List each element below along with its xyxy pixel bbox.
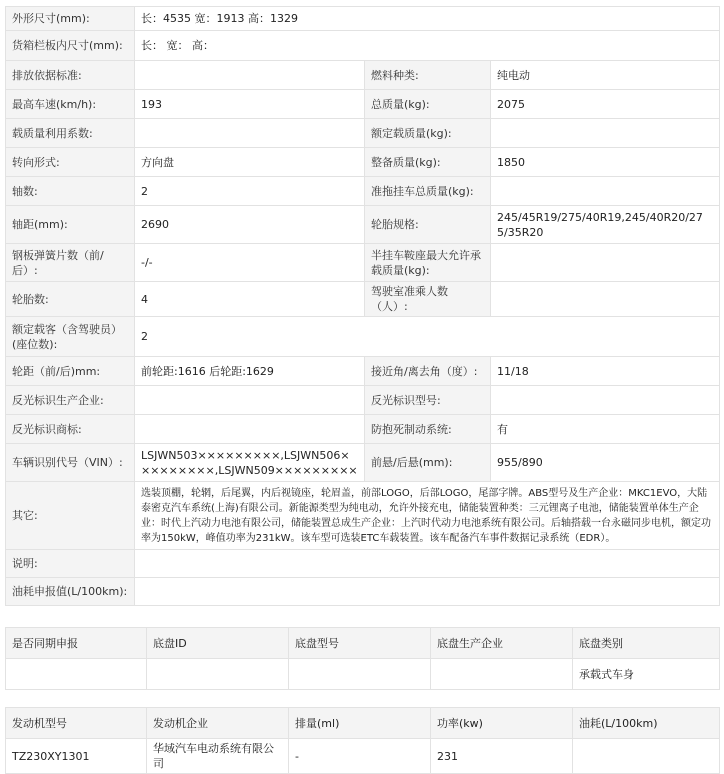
tire-count-label: 轮胎数: — [6, 282, 135, 317]
engine-header: 功率(kw) — [431, 708, 573, 739]
chassis-cell — [431, 659, 573, 690]
table-row — [6, 61, 720, 90]
wheelbase-label: 轴距(mm): — [6, 206, 135, 244]
other-label: 其它: — [6, 482, 135, 550]
cargo-label: 货箱栏板内尺寸(mm): — [6, 31, 135, 61]
cab-value — [491, 282, 720, 317]
passengers-label: 额定载客（含驾驶员）(座位数): — [6, 317, 135, 357]
speed-value: 193 — [135, 90, 365, 119]
table-row — [6, 415, 720, 444]
engine-table — [5, 707, 720, 774]
table-row — [6, 386, 720, 415]
wheelbase-value: 2690 — [135, 206, 365, 244]
chassis-table — [5, 627, 720, 690]
angle-value: 11/18 — [491, 357, 720, 386]
trailer-value — [491, 177, 720, 206]
table-header-row — [6, 708, 720, 739]
chassis-header: 底盘型号 — [289, 628, 431, 659]
abs-value: 有 — [491, 415, 720, 444]
tire-count-value: 4 — [135, 282, 365, 317]
trailer-label: 准拖挂车总质量(kg): — [365, 177, 491, 206]
engine-cell: 231 — [431, 739, 573, 774]
spring-label: 钢板弹簧片数（前/后）: — [6, 244, 135, 282]
vin-value: LSJWN503×××××××××,LSJWN506×××××××××,LSJWN509××××××××× — [135, 444, 365, 482]
cargo-value: 长： 宽： 高： — [135, 31, 720, 61]
table-row — [6, 659, 720, 690]
fuel-consumption-label: 油耗申报值(L/100km): — [6, 578, 135, 606]
engine-header: 发动机型号 — [6, 708, 147, 739]
reflect-maker-label: 反光标识生产企业: — [6, 386, 135, 415]
reflect-brand-label: 反光标识商标: — [6, 415, 135, 444]
table-row — [6, 119, 720, 148]
passengers-value: 2 — [135, 317, 720, 357]
tire-label: 轮胎规格: — [365, 206, 491, 244]
table-row — [6, 177, 720, 206]
cab-label: 驾驶室准乘人数（人）: — [365, 282, 491, 317]
engine-cell: 华域汽车电动系统有限公司 — [147, 739, 289, 774]
engine-cell — [573, 739, 720, 774]
abs-label: 防抱死制动系统: — [365, 415, 491, 444]
table-row — [6, 444, 720, 482]
other-value: 选装顶棚，轮辋，后尾翼，内后视镜座，轮眉盖，前部LOGO，后部LOGO，尾部字牌。ABS型号及生产企业：MKC1EVO，大陆泰密克汽车系统(上海)有限公司。新能源类型为纯电动，允许外接充电，储能装置种类：三元锂离子电池，储能装置单体生产企业：时代上汽动力电池有限公司，储能装置总成生产企业：上汽时代动力电池系统有限公司。后轴搭载一台永磁同步电机，额定功率为150kW，峰值功率为231kW。该车型可选装ETC车载装置。该车配备汽车事件数据记录系统（EDR）。 — [135, 482, 720, 550]
spring-value: -/- — [135, 244, 365, 282]
load-coef-label: 载质量利用系数: — [6, 119, 135, 148]
notes-label: 说明: — [6, 550, 135, 578]
overhang-value: 955/890 — [491, 444, 720, 482]
track-value: 前轮距:1616 后轮距:1629 — [135, 357, 365, 386]
table-row — [6, 357, 720, 386]
fuel-consumption-value — [135, 578, 720, 606]
angle-label: 接近角/离去角（度）: — [365, 357, 491, 386]
dims-value: 长：4535 宽：1913 高：1329 — [135, 7, 720, 31]
load-coef-value — [135, 119, 365, 148]
engine-cell: TZ230XY1301 — [6, 739, 147, 774]
table-row — [6, 7, 720, 31]
total-mass-label: 总质量(kg): — [365, 90, 491, 119]
track-label: 轮距（前/后)mm: — [6, 357, 135, 386]
vehicle-params-table — [5, 6, 720, 606]
chassis-cell: 承载式车身 — [573, 659, 720, 690]
table-row — [6, 282, 720, 317]
engine-cell: - — [289, 739, 431, 774]
speed-label: 最高车速(km/h): — [6, 90, 135, 119]
saddle-value — [491, 244, 720, 282]
table-row — [6, 148, 720, 177]
reflect-maker-value — [135, 386, 365, 415]
reflect-model-label: 反光标识型号: — [365, 386, 491, 415]
table-row — [6, 317, 720, 357]
chassis-header: 是否同期申报 — [6, 628, 147, 659]
engine-header: 排量(ml) — [289, 708, 431, 739]
engine-header: 发动机企业 — [147, 708, 289, 739]
chassis-cell — [147, 659, 289, 690]
total-mass-value: 2075 — [491, 90, 720, 119]
table-row — [6, 90, 720, 119]
table-header-row — [6, 628, 720, 659]
chassis-cell — [289, 659, 431, 690]
chassis-header: 底盘生产企业 — [431, 628, 573, 659]
table-row — [6, 550, 720, 578]
chassis-header: 底盘类别 — [573, 628, 720, 659]
steering-value: 方向盘 — [135, 148, 365, 177]
table-row — [6, 578, 720, 606]
reflect-brand-value — [135, 415, 365, 444]
vin-label: 车辆识别代号（VIN）: — [6, 444, 135, 482]
notes-value — [135, 550, 720, 578]
chassis-cell — [6, 659, 147, 690]
curb-label: 整备质量(kg): — [365, 148, 491, 177]
emission-label: 排放依据标准: — [6, 61, 135, 90]
rated-load-label: 额定载质量(kg): — [365, 119, 491, 148]
table-row — [6, 482, 720, 550]
saddle-label: 半挂车鞍座最大允许承载质量(kg): — [365, 244, 491, 282]
dims-label: 外形尺寸(mm): — [6, 7, 135, 31]
axles-value: 2 — [135, 177, 365, 206]
reflect-model-value — [491, 386, 720, 415]
chassis-header: 底盘ID — [147, 628, 289, 659]
table-row — [6, 739, 720, 774]
fuel-value: 纯电动 — [491, 61, 720, 90]
tire-value: 245/45R19/275/40R19,245/40R20/275/35R20 — [491, 206, 720, 244]
overhang-label: 前悬/后悬(mm): — [365, 444, 491, 482]
emission-value — [135, 61, 365, 90]
curb-value: 1850 — [491, 148, 720, 177]
table-row — [6, 206, 720, 244]
axles-label: 轴数: — [6, 177, 135, 206]
table-row — [6, 244, 720, 282]
rated-load-value — [491, 119, 720, 148]
steering-label: 转向形式: — [6, 148, 135, 177]
table-row — [6, 31, 720, 61]
fuel-label: 燃料种类: — [365, 61, 491, 90]
engine-header: 油耗(L/100km) — [573, 708, 720, 739]
